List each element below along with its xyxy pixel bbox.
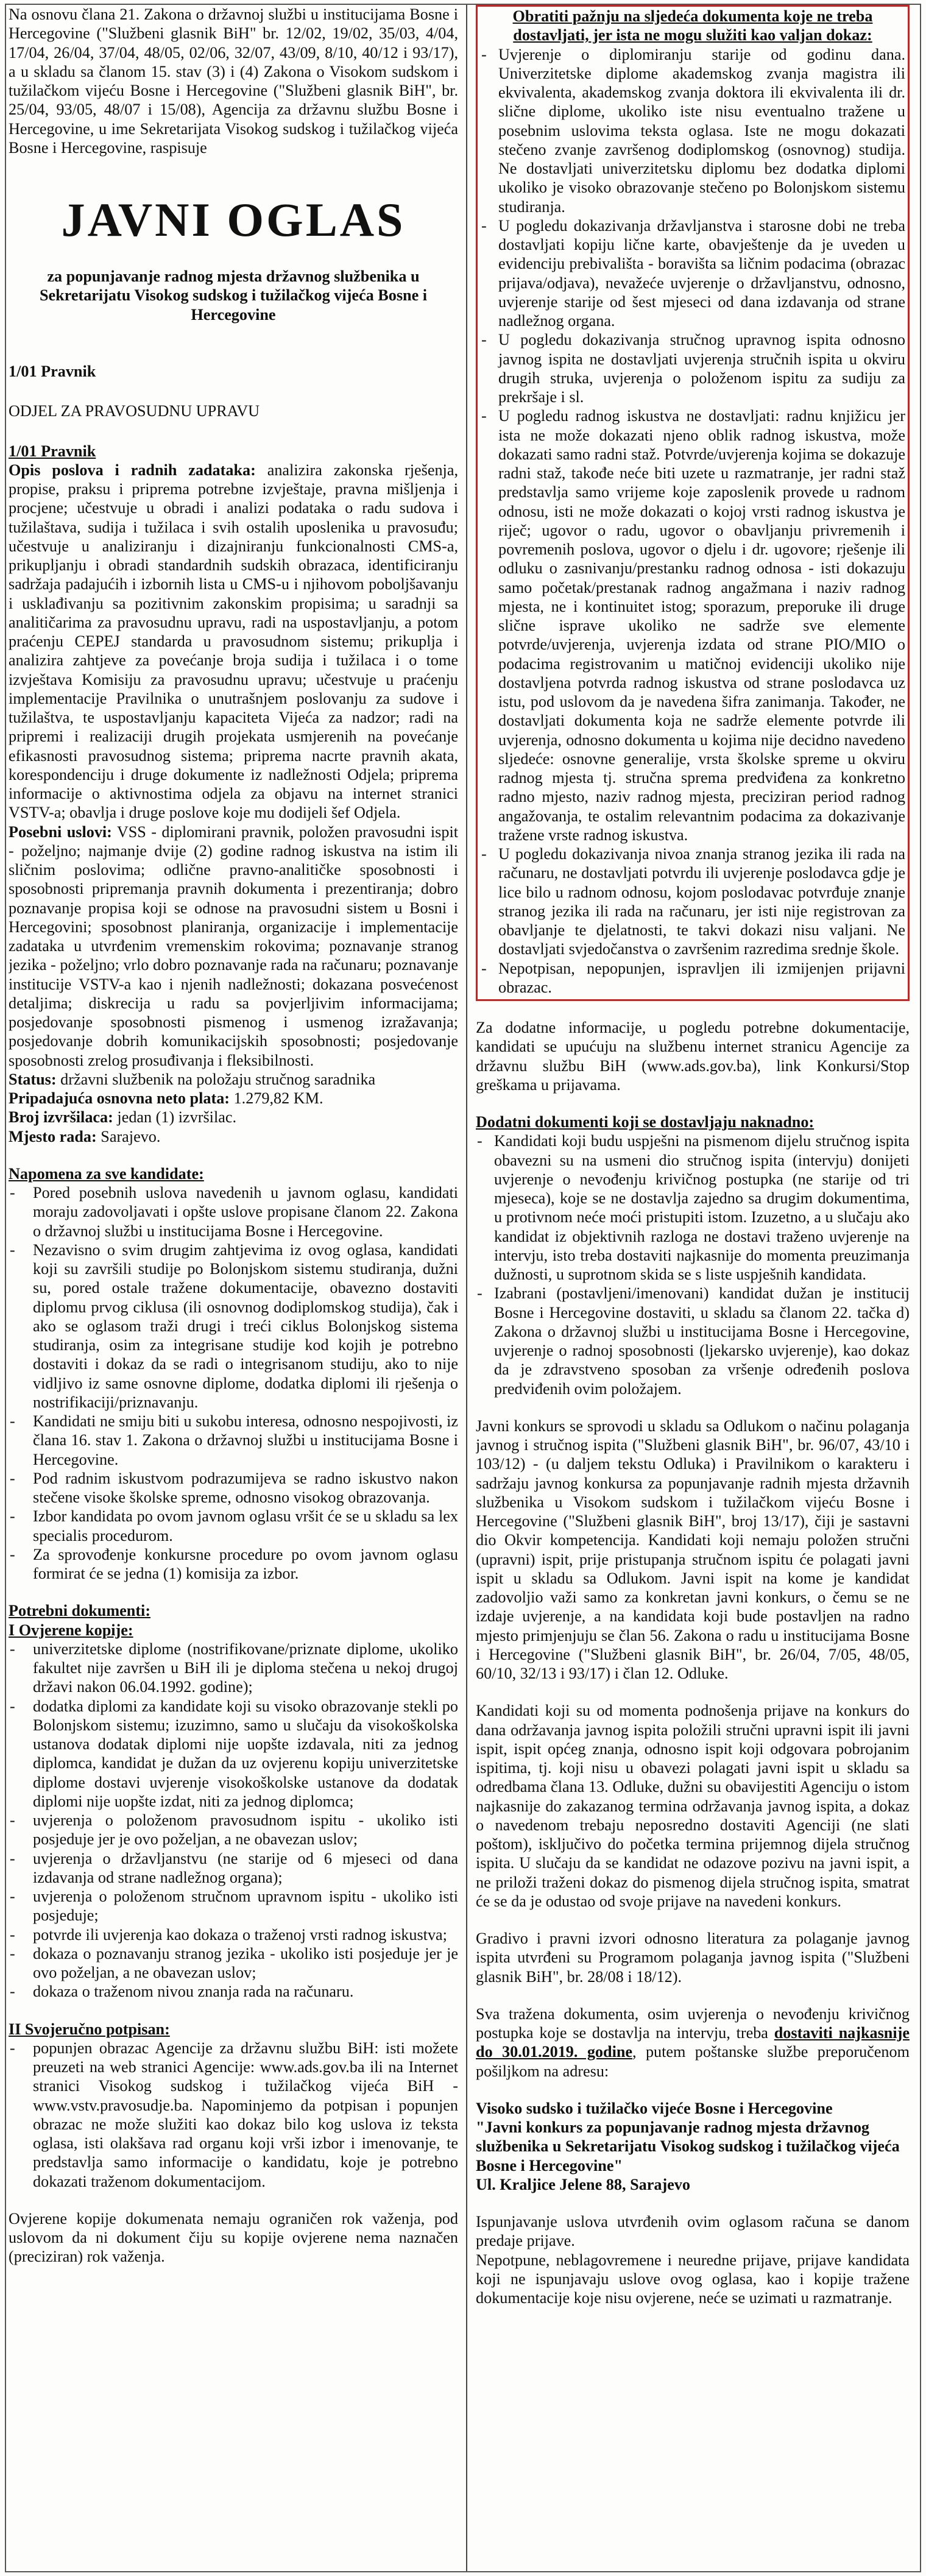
list-item: - Uvjerenje o diplomiranju starije od godinu dana. Univerzitetske diplome akademskog zvanja magistra ili ekvivalenta, akademskog zvanja doktora ili ekvivalenta ili dr. slične diplome, ukoliko iste nisu eventualno tražene u posebnim uslovima teksta oglasa. Iste ne mogu dokazati stečeno zvanje završenog dodiplomskog (osnovnog) studija. Ne dostavljati univerzitetsku diplomu bez dodatka diplomi ukoliko je visoko obrazovanje stečeno po Bolonjskom sistemu studiranja. <box>480 45 905 216</box>
extra-documents-heading: Dodatni dokumenti koji se dostavljaju naknadno: <box>476 1113 815 1131</box>
position-heading: 1/01 Pravnik <box>9 442 96 460</box>
left-column <box>9 5 458 2567</box>
executors-label: Broj izvršilaca: <box>9 1108 113 1127</box>
deadline-text-start: Sva tražena dokumenta, osim uvjerenja o nevođenju krivičnog postupka koje se dostavlja na intervju, treba <box>476 2005 910 2042</box>
eligibility-paragraph: Ispunjavanje uslova utvrđenih ovim oglasom računa se danom predaje prijave. <box>476 2213 910 2250</box>
address-street: Ul. Kraljice Jelene 88, Sarajevo <box>476 2175 690 2193</box>
info-paragraph: Za dodatne informacije, u pogledu potrebne dokumentacije, kandidati se upućuju na službenu internet stranicu Agencije za državnu službu BiH (www.ads.gov.ba), link Konkursi/Stop greškama u prijavama. <box>476 1019 910 1094</box>
deadline-date: dostaviti najkasnije do 30.01.2019. godine <box>476 2024 910 2061</box>
list-item: - Izbor kandidata po ovom javnom oglasu vršit će se u skladu sa lex specialis procedurom. <box>9 1507 458 1545</box>
duties-text: analizira zakonska rješenja, propise, praksu i priprema potrebne izvještaje, pravna mišljenja i procjene; učestvuje u obradi i analizi podataka o radu sudova i tužilaštava, sudija i tužilaca i svih ostalih uposlenika u pravosuđu; učestvuje u analiziranju i dizajniranju funkcionalnosti CMS-a, prikupljanju i obradi standardnih sudskih obrazaca, identificiranju sadržaja padajućih i izbornih lista u CMS-u i njihovom poboljšavanju i usklađivanju sa pozitivnim zakonskim propisima; u saradnji sa analitičarima za pravosudnu upravu, radi na uspostavljanju, a potom praćenju CEPEJ standarda u pravosudnom sistemu; prikuplja i analizira zahtjeve za povećanje broja sudija i tužilaca i o tome izvještava Komisiju za pravosudnu upravu; učestvuje u praćenju implementacije Pravilnika o unutrašnjem poslovanju za sudove i tužilaštva, te uspostavljanju kapaciteta Vijeća za nadzor; radi na pripremi i realizaciji drugih projekata usmjerenih na povećanje efikasnosti pravosudnog sistema; priprema nacrte pravnih akata, korespondenciju i druge dokumente iz nadležnosti Odjela; priprema informacije o aktivnostima odjela za objavu na internet stranici VSTV-a; obavlja i druge poslove koje mu dodijeli šef Odjela. <box>9 461 458 822</box>
list-item: - Za sprovođenje konkursne procedure po ovom javnom oglasu formirat će se jedna (1) komisija za izbor. <box>9 1545 458 1583</box>
list-item: - U pogledu dokazivanja nivoa znanja stranog jezika ili rada na računaru, ne dostavljati potvrdu ili uvjerenje poslodavca gdje je lice bilo u radnom odnosu, kojom poslodavac potvrđuje znanje stranog jezika ili rada na računaru, jer isti nije registrovan za obavljanje te djelatnosti, te takvi dokazi nisu valjani. Ne dostavljati svjedočanstva o završenim razredima srednje škole. <box>480 844 905 959</box>
list-item: - dodatka diplomi za kandidate koji su visoko obrazovanje stekli po Bolonjskom sistemu; izuzimno, samo u slučaju da visokoškolska ustanova dodatak diplomi nije uopšte izdavala, niti za jednog diplomca, kandidat je dužan da uz ovjerenu kopiju univerzitetske diplome dostavi uvjerenje visokoškolske ustanove da dodatak diplomi nije uopšte izdat, niti za jednog diplomca; <box>9 1697 458 1811</box>
list-item: - popunjen obrazac Agencije za državnu službu BiH: isti možete preuzeti na web stranici Agencije: www.ads.gov.ba ili na Internet stranici Visokog sudskog i tužilačkog vijeća BiH - www.vstv.pravosudje.ba. Napominjemo da potpisan i popunjen obrazac ne može služiti kao dokaz bilo kog uslova iz teksta oglasa, isti olakšava rad organu koji vrši izbor i imenovanje, te predstavlja samo informacije o kandidatu, koje je potrebno dokazati traženom dokumentacijom. <box>9 2039 458 2191</box>
deadline-text-end: , putem poštanske službe preporučenom pošiljkom na adresu: <box>476 2043 910 2080</box>
warning-heading: Obratiti pažnju na sljedeća dokumenta koje ne treba dostavljati, jer ista ne mogu služiti kao valjan dokaz: <box>512 7 873 44</box>
signed-list <box>9 2039 458 2191</box>
documents-section-signed: II Svojeručno potpisan: <box>9 2020 170 2038</box>
notes-heading: Napomena za sve kandidate: <box>9 1164 204 1183</box>
intro-paragraph: Na osnovu člana 21. Zakona o državnoj službi u institucijama Bosne i Hercegovine ("Službeni glasnik BiH" br. 12/02, 19/02, 35/03, 4/04, 17/04, 26/04, 37/04, 48/05, 02/06, 32/07, 43/09, 8/10, 40/12 i 93/17), a u skladu sa članom 15. stav (3) i (4) Zakona o Visokom sudskom i tužilačkom vijeću Bosne i Hercegovine ("Službeni glasnik BiH", br. 25/04, 93/05, 48/07 i 15/08), Agencija za državnu službu Bosne i Hercegovine, u ime Sekretarijata Visokog sudskog i tužilačkog vijeća Bosne i Hercegovine, raspisuje <box>9 5 458 157</box>
extra-documents-list <box>476 1131 910 1398</box>
notes-list <box>9 1183 458 1583</box>
deadline-paragraph <box>476 2005 910 2081</box>
location-label: Mjesto rada: <box>9 1127 97 1145</box>
list-item: - Kandidati ne smiju biti u sukobu interesa, odnosno nespojivosti, iz člana 16. stav 1. Zakona o državnoj službi u institucijama Bosne i Hercegovine. <box>9 1412 458 1469</box>
executors-line <box>9 1108 458 1127</box>
executors-text: jedan (1) izvršilac. <box>117 1108 237 1127</box>
list-item: - Pod radnim iskustvom podrazumijeva se radno iskustvo nakon stečene visoke školske spreme, odnosno visokog obrazovanja. <box>9 1469 458 1507</box>
status-label: Status: <box>9 1070 57 1088</box>
column-divider <box>466 5 467 2571</box>
list-item: - dokaza o poznavanju stranog jezika - ukoliko isti posjeduje jer je ovo poželjan, a ne obavezan uslov; <box>9 1944 458 1983</box>
list-item: - dokaza o traženom nivou znanja rada na računaru. <box>9 1982 458 2001</box>
position-code: 1/01 Pravnik <box>9 363 96 381</box>
left-closing-paragraph: Ovjerene kopije dokumenata nemaju ograničen rok važenja, pod uslovom da ni dokument čiju su kopije ovjerene nema naznačen (preciziran) rok važenja. <box>9 2209 458 2266</box>
list-item: - Kandidati koji budu uspješni na pismenom dijelu stručnog ispita obavezni su na usmeni dio stručnog ispita (intervju) donijeti uvjerenje o nevođenju krivičnog postupka (ne starije od tri mjeseca), koje se ne dostavlja zajedno sa drugim dokumentima, u protivnom neće moći pristupiti istom. Izuzetno, a u slučaju ako kandidat iz objektivnih razloga ne dostavi traženo uvjerenje na intervju, isto treba dostaviti najkasnije do momenta preuzimanja dužnosti, u suprotnom skida se s liste uspješnih kandidata. <box>476 1131 910 1284</box>
list-item: - Nezavisno o svim drugim zahtjevima iz ovog oglasa, kandidati koji su završili studije po Bolonjskom sistemu studiranja, dužni su, pored ostale tražene dokumentacije, obavezno dostaviti diplomu prvog ciklusa (ili osnovnog dodiplomskog studija), čak i ako se oglasom traži drugi i treći ciklus Bolonjskog sistema studiranja, osim za integrisane studije kod kojih je potrebno dostaviti i dokaz da se radi o integrisanom studiju, ako to nije vidljivo iz same osnovne diplome, dodatka diplomi ili rješenja o nostrifikaciji/priznavanju. <box>9 1240 458 1412</box>
documents-section-copies: I Ovjerene kopije: <box>9 1621 133 1639</box>
location-text: Sarajevo. <box>101 1127 161 1145</box>
duties-paragraph <box>9 461 458 823</box>
requirements-text: VSS - diplomirani pravnik, položen pravosudni ispit - poželjno; najmanje dvije (2) godine radnog iskustva na istim ili sličnim poslovima; odlične pravno-analitičke sposobnosti i sposobnosti pripremanja pravnih dokumenta i prezentiranja; dobro poznavanje propisa koji se odnose na pravosudni sistem u Bosni i Hercegovini; sposobnost planiranja, organizacije i implementacije zadataka u utvrđenim vremenskim rokovima; poznavanje stranog jezika - poželjno; vrlo dobro poznavanje rada na računaru; poznavanje institucije VSTV-a kao i njenih nadležnosti; dokazana posvećenost detaljima; diskrecija u radu sa povjerljivim informacijama; posjedovanje sposobnosti pismenog i usmenog izražavanja; posjedovanje dobrih komunikacijskih sposobnosti; posjedovanje sposobnosti zrelog prosuđivanja i fleksibilnosti. <box>9 823 458 1069</box>
requirements-label: Posebni uslovi: <box>9 823 112 841</box>
address-subject: "Javni konkurs za popunjavanje radnog mjesta državnog službenika u Sekretarijatu Visokog sudskog i tužilačkog vijeća Bosne i Hercegovine" <box>476 2118 900 2174</box>
warning-box <box>476 5 910 1001</box>
salary-text: 1.279,82 KM. <box>233 1089 323 1108</box>
right-column <box>476 5 910 2567</box>
copies-list <box>9 1640 458 2001</box>
status-text: državni službenik na položaju stručnog saradnika <box>60 1070 376 1088</box>
exam-paragraph: Kandidati koji su od momenta podnošenja prijave na konkurs do dana održavanja javnog ispita položili stručni upravni ispit ili javni ispit, ispit općeg znanja, odnosno ispit koji odgovara pobrojanim ispitima, tj. koji nisu u obavezi polagati javni ispit u skladu sa odredbama člana 13. Odluke, dužni su obavijestiti Agenciju o istom najkasnije do zakazanog termina održavanja javnog ispita, a dokaz o navedenom trebaju neposredno dostaviti Agenciji (ne slati poštom), isključivo do početka termina prijemnog dijela stručnog ispita. U slučaju da se kandidat ne odazove pozivu na javni ispit, a ne priloži traženi dokaz do pismenog dijela stručnog ispita, smatrat će se da je odustao od svoje prijave na navedeni konkurs. <box>476 1702 910 1910</box>
literature-paragraph: Gradivo i pravni izvori odnosno literatura za polaganje javnog ispita utvrđeni su Programom polaganja javnog ispita ("Službeni glasnik BiH", br. 28/08 i 18/12). <box>476 1930 910 1986</box>
list-item: - U pogledu radnog iskustva ne dostavljati: radnu knjižicu jer ista ne može dokazati njeno oblik radnog iskustva, može dokazati samo radni staž. Potvrde/uvjerenja kojima se dokazuje radni staž, takođe neće biti uzete u razmatranje, jer radni staž predstavlja samo vrijeme koje zaposlenik provede u radnom odnosu, isti ne može dokazati o kojoj vrsti radnog iskustva je riječ; ugovor o radu, ugovor o obavljanju privremenih i povremenih poslova, ugovor o djelu i dr. ugovore; rješenje ili odluku o zasnivanju/prestanku radnog odnosa - isti dokazuju samo početak/prestanak radnog angažmana i naziv radnog mjesta, ne i kontinuitet istog; sporazum, preporuke ili druge slične isprave ukoliko ne sadrže sve elemente potvrde/uvjerenja, uvjerenja izdata od strane PIO/MIO o podacima registrovanim u matičnoj evidenciji ukoliko nije dostavljena potvrda radnog iskustva od strane poslodavca uz istu, pod uslovom da je navedena šifra zanimanja. Također, ne dostavljati dokumenta koja ne sadrže elemente potvrde ili uvjerenja, odnosno dokumenta u kojima nije decidno navedeno sljedeće: osnovne generalije, vrsta školske spreme u okviru radnog mjesta tj. stručna sprema predviđena za konkretno radno mjesto, naziv radnog mjesta, preciziran period radnog angažovanja, te ostalim relevantnim podacima za dokazivanje tražene vrste radnog iskustva. <box>480 406 905 844</box>
warning-list <box>480 45 905 997</box>
rejection-paragraph: Nepotpune, neblagovremene i neuredne prijave, prijave kandidata koji ne ispunjavaju uslove ovog oglasa, kao i kopije tražene dokumentacije koje nisu ovjerene, neće se uzimati u razmatranje. <box>476 2251 910 2307</box>
department-name: ODJEL ZA PRAVOSUDNU UPRAVU <box>9 402 260 420</box>
list-item: - potvrde ili uvjerenja kao dokaza o traženoj vrsti radnog iskustva; <box>9 1925 458 1944</box>
procedure-paragraph: Javni konkurs se sprovodi u skladu sa Odlukom o načinu polaganja javnog i stručnog ispita ("Službeni glasnik BiH", br. 96/07, 43/10 i 103/12) - (u daljem tekstu Odluka) i Pravilnikom o karakteru i sadržaju javnog konkursa za popunjavanje radnih mjesta državnih službenika u Visokom sudskom i tužilačkom vijeću Bosne i Hercegovine ("Službeni glasnik BiH", broj 13/17), čiji je sastavni dio Okvir kompetencija. Kandidati koji nemaju položen stručni (upravni) ispit, prije pristupanja stručnom ispitu će polagati javni ispit u skladu sa Odlukom. Javni ispit na kome je kandidat zadovoljio važi samo za konkretan javni konkurs, o čemu se ne izdaje uvjerenje, a na kandidata koji bude postavljen na radno mjesto primjenjuju se član 56. Zakona o radu u institucijama Bosne i Hercegovine ("Službeni glasnik BiH", br. 26/04, 7/05, 48/05, 60/10, 32/13 i 93/17) i član 12. Odluke. <box>476 1417 910 1682</box>
ad-subtitle: za popunjavanje radnog mjesta državnog službenika u Sekretarijatu Visokog sudskog i tužilačkog vijeća Bosne i Hercegovine <box>39 267 428 324</box>
list-item: - Pored posebnih uslova navedenih u javnom oglasu, kandidati moraju zadovoljavati i opšte uslove propisane članom 22. Zakona o državnoj službi u institucijama Bosne i Hercegovine. <box>9 1183 458 1240</box>
list-item: - uvjerenja o položenom pravosudnom ispitu - ukoliko isti posjeduje jer je ovo poželjan, a ne obavezan uslov; <box>9 1811 458 1849</box>
address-institution: Visoko sudsko i tužilačko vijeće Bosne i Hercegovine <box>476 2099 833 2117</box>
requirements-paragraph <box>9 823 458 1070</box>
list-item: - U pogledu dokazivanja stručnog upravnog ispita odnosno javnog ispita ne dostavljati uvjerenja stručnih ispita u okviru drugih struka, uvjerenja o položenom ispitu za sudiju za prekršaje i sl. <box>480 330 905 406</box>
list-item: - uvjerenja o državljanstvu (ne starije od 6 mjeseci od dana izdavanja od strane nadležnog organa); <box>9 1849 458 1888</box>
list-item: - U pogledu dokazivanja državljanstva i starosne dobi ne treba dostavljati kopiju lične karte, obavještenje da je uveden u evidenciju prebivališta - boravišta sa ličnim podacima (obrazac prijava/odjava), nevažeće uvjerenje o državljanstvu, odnosno, uvjerenje starije od šest mjeseci od dana izdavanja od strane nadležnog organa. <box>480 216 905 331</box>
list-item: - Izabrani (postavljeni/imenovani) kandidat dužan je institucij Bosne i Hercegovine dostaviti, u skladu sa članom 22. tačka d) Zakona o državnoj službi u institucijama Bosne i Hercegovine, uvjerenje o radnoj sposobnosti (ljekarsko uvjerenje), kao dokaz da je zdravstveno sposoban za vršenje određenih poslova predviđenih ovim položajem. <box>476 1284 910 1398</box>
location-line <box>9 1127 458 1146</box>
duties-label: Opis poslova i radnih zadataka: <box>9 461 256 479</box>
salary-line <box>9 1089 458 1108</box>
list-item: - Nepotpisan, nepopunjen, ispravljen ili izmijenjen prijavni obrazac. <box>480 959 905 997</box>
list-item: - univerzitetske diplome (nostrifikovane/priznate diplome, ukoliko fakultet nije završen u BiH ili je diploma stečena u nekoj drugoj državi nakon 06.04.1992. godine); <box>9 1640 458 1697</box>
documents-heading: Potrebni dokumenti: <box>9 1602 151 1620</box>
status-line <box>9 1070 458 1089</box>
salary-label: Pripadajuća osnovna neto plata: <box>9 1089 230 1108</box>
ad-title: JAVNI OGLAS <box>61 193 406 246</box>
list-item: - uvjerenja o položenom stručnom upravnom ispitu - ukoliko isti posjeduje; <box>9 1887 458 1925</box>
